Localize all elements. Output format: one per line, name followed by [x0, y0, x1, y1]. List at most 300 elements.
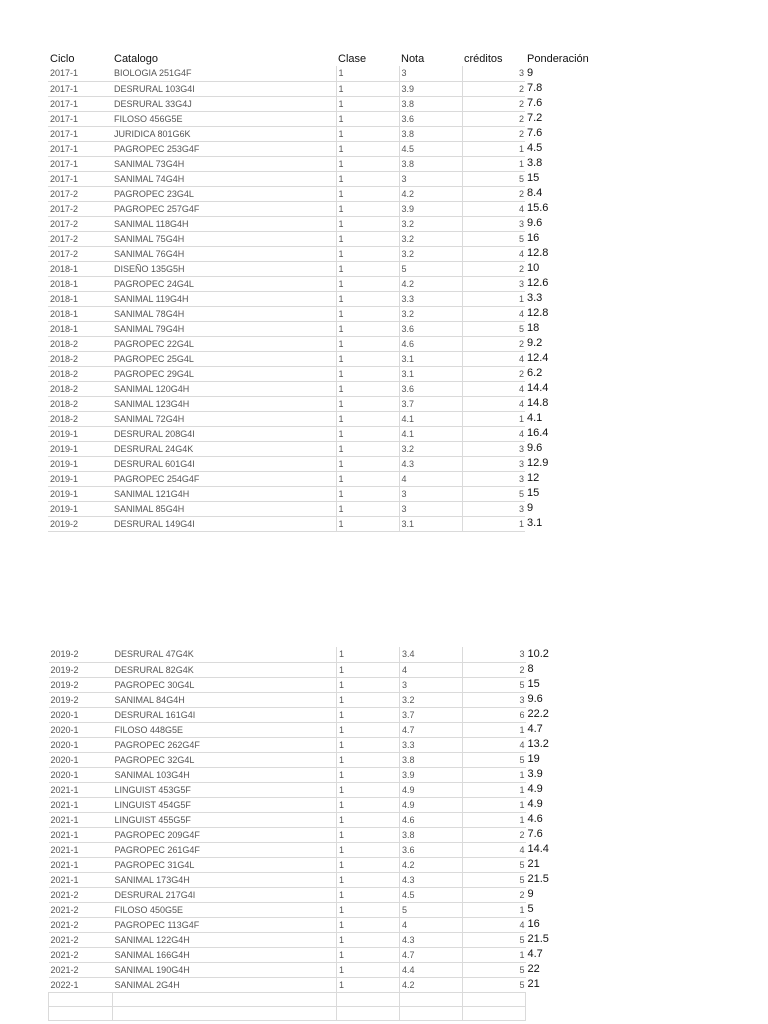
- table-row: [48, 201, 615, 216]
- nota-cell: 3.9: [399, 81, 462, 96]
- ponderacion-cell: 15: [527, 487, 540, 499]
- nota-cell: 3.2: [400, 692, 463, 707]
- table-row: [48, 216, 615, 231]
- ponderacion-cell: 10: [527, 262, 540, 274]
- catalogo-cell: SANIMAL 73G4H: [112, 156, 336, 171]
- table-row: [49, 902, 616, 917]
- ponderacion-cell: 14.4: [527, 843, 549, 855]
- creditos-cell: 5: [462, 321, 525, 336]
- clase-cell: 1: [337, 812, 400, 827]
- ponderacion-cell: 3.3: [527, 292, 543, 304]
- nota-cell: 4.3: [400, 932, 463, 947]
- catalogo-cell: FILOSO 448G5E: [113, 722, 337, 737]
- nota-cell: 4.9: [400, 782, 463, 797]
- nota-cell: 3: [399, 486, 462, 501]
- ciclo-cell: 2021-2: [49, 887, 113, 902]
- ponderacion-cell: 4.1: [527, 412, 543, 424]
- catalogo-cell: SANIMAL 118G4H: [112, 216, 336, 231]
- creditos-cell: 1: [462, 411, 525, 426]
- nota-cell: 3.7: [400, 707, 463, 722]
- empty-cell: [526, 992, 616, 1006]
- header-creditos: créditos: [464, 53, 503, 65]
- clase-cell: 1: [336, 291, 399, 306]
- ponderacion-cell: 7.2: [527, 112, 543, 124]
- nota-cell: 4.3: [400, 872, 463, 887]
- creditos-cell: 4: [462, 351, 525, 366]
- nota-cell: 4: [400, 917, 463, 932]
- ponderacion-cell: 3.1: [527, 517, 543, 529]
- ciclo-cell: 2018-1: [48, 321, 112, 336]
- clase-cell: 1: [336, 471, 399, 486]
- ciclo-cell: 2019-1: [48, 486, 112, 501]
- nota-cell: 3.8: [400, 827, 463, 842]
- ciclo-cell: 2020-1: [49, 722, 113, 737]
- clase-cell: 1: [337, 842, 400, 857]
- nota-cell: 4.3: [399, 456, 462, 471]
- creditos-cell: 4: [462, 201, 525, 216]
- header-ponderacion: Ponderación: [527, 53, 589, 65]
- clase-cell: 1: [336, 201, 399, 216]
- ponderacion-cell: 21.5: [527, 873, 549, 885]
- ciclo-cell: 2020-1: [49, 752, 113, 767]
- nota-cell: 3.8: [399, 126, 462, 141]
- empty-row: [49, 992, 616, 1006]
- ponderacion-cell: 4.7: [527, 723, 543, 735]
- table-row: [49, 887, 616, 902]
- catalogo-cell: DESRURAL 601G4I: [112, 456, 336, 471]
- nota-cell: 4.7: [400, 947, 463, 962]
- creditos-cell: 2: [463, 827, 526, 842]
- clase-cell: 1: [336, 306, 399, 321]
- table-row: [48, 381, 615, 396]
- clase-cell: 1: [337, 767, 400, 782]
- table-row: [48, 456, 615, 471]
- nota-cell: 3.8: [400, 752, 463, 767]
- header-clase: Clase: [338, 53, 367, 65]
- ponderacion-cell: 12.8: [527, 307, 549, 319]
- ponderacion-cell: 12.4: [527, 352, 549, 364]
- clase-cell: 1: [337, 752, 400, 767]
- table-row: [49, 947, 616, 962]
- ciclo-cell: 2017-2: [48, 201, 112, 216]
- nota-cell: 4.2: [399, 276, 462, 291]
- ciclo-cell: 2021-1: [49, 827, 113, 842]
- clase-cell: 1: [337, 902, 400, 917]
- ciclo-cell: 2017-1: [48, 171, 112, 186]
- ponderacion-cell: 9: [527, 502, 534, 514]
- nota-cell: 4.5: [400, 887, 463, 902]
- creditos-cell: 5: [463, 752, 526, 767]
- clase-cell: 1: [336, 456, 399, 471]
- catalogo-cell: DESRURAL 103G4I: [112, 81, 336, 96]
- ciclo-cell: 2020-1: [49, 707, 113, 722]
- ponderacion-cell: 9.2: [527, 337, 543, 349]
- nota-cell: 3.2: [399, 441, 462, 456]
- nota-cell: 3.2: [399, 246, 462, 261]
- ciclo-cell: 2018-2: [48, 396, 112, 411]
- clase-cell: 1: [337, 737, 400, 752]
- table-row: [49, 782, 616, 797]
- ciclo-cell: 2018-2: [48, 381, 112, 396]
- nota-cell: 4.9: [400, 797, 463, 812]
- catalogo-cell: SANIMAL 166G4H: [113, 947, 337, 962]
- catalogo-cell: PAGROPEC 113G4F: [113, 917, 337, 932]
- ponderacion-cell: 8.4: [527, 187, 543, 199]
- empty-cell: [49, 1006, 113, 1020]
- ponderacion-cell: 18: [527, 322, 540, 334]
- catalogo-cell: PAGROPEC 257G4F: [112, 201, 336, 216]
- creditos-cell: 3: [462, 441, 525, 456]
- empty-row: [49, 1006, 616, 1020]
- ciclo-cell: 2021-2: [49, 902, 113, 917]
- table-row: [48, 291, 615, 306]
- ponderacion-cell: 3.8: [527, 157, 543, 169]
- creditos-cell: 1: [462, 291, 525, 306]
- table-row: [49, 677, 616, 692]
- nota-cell: 4.7: [400, 722, 463, 737]
- clase-cell: 1: [336, 66, 399, 81]
- catalogo-cell: PAGROPEC 209G4F: [113, 827, 337, 842]
- nota-cell: 4.2: [399, 186, 462, 201]
- ciclo-cell: 2018-2: [48, 351, 112, 366]
- ponderacion-cell: 6.2: [527, 367, 543, 379]
- ciclo-cell: 2020-1: [49, 767, 113, 782]
- table-row: [48, 81, 615, 96]
- table-row: [49, 647, 616, 662]
- ciclo-cell: 2019-2: [49, 677, 113, 692]
- nota-cell: 4: [400, 662, 463, 677]
- creditos-cell: 4: [462, 246, 525, 261]
- ponderacion-cell: 9: [527, 888, 534, 900]
- ciclo-cell: 2021-1: [49, 857, 113, 872]
- catalogo-cell: DESRURAL 208G4I: [112, 426, 336, 441]
- catalogo-cell: PAGROPEC 25G4L: [112, 351, 336, 366]
- ciclo-cell: 2017-2: [48, 231, 112, 246]
- creditos-cell: 3: [462, 471, 525, 486]
- ciclo-cell: 2020-1: [49, 737, 113, 752]
- grades-table-page-2: [48, 647, 616, 1021]
- clase-cell: 1: [336, 141, 399, 156]
- ponderacion-cell: 4.9: [527, 798, 543, 810]
- creditos-cell: 2: [462, 126, 525, 141]
- creditos-cell: 6: [463, 707, 526, 722]
- catalogo-cell: JURIDICA 801G6K: [112, 126, 336, 141]
- clase-cell: 1: [336, 261, 399, 276]
- creditos-cell: 1: [462, 156, 525, 171]
- table-row: [49, 962, 616, 977]
- creditos-cell: 5: [462, 231, 525, 246]
- ponderacion-cell: 19: [527, 753, 540, 765]
- catalogo-cell: SANIMAL 2G4H: [113, 977, 337, 992]
- table-row: [48, 411, 615, 426]
- creditos-cell: 4: [463, 842, 526, 857]
- ponderacion-cell: 12.8: [527, 247, 549, 259]
- table-row: [49, 692, 616, 707]
- table-row: [49, 722, 616, 737]
- ponderacion-cell: 21: [527, 978, 540, 990]
- ciclo-cell: 2021-2: [49, 947, 113, 962]
- creditos-cell: 2: [462, 336, 525, 351]
- creditos-cell: 1: [463, 767, 526, 782]
- catalogo-cell: DESRURAL 149G4I: [112, 516, 336, 531]
- nota-cell: 4.4: [400, 962, 463, 977]
- catalogo-cell: LINGUIST 455G5F: [113, 812, 337, 827]
- table-body: [49, 647, 616, 1020]
- nota-cell: 3.6: [399, 321, 462, 336]
- clase-cell: 1: [336, 171, 399, 186]
- nota-cell: 4.1: [399, 411, 462, 426]
- ciclo-cell: 2018-2: [48, 366, 112, 381]
- header-catalogo: Catalogo: [114, 53, 159, 65]
- creditos-cell: 4: [462, 381, 525, 396]
- empty-cell: [113, 992, 337, 1006]
- ponderacion-cell: 7.8: [527, 82, 543, 94]
- clase-cell: 1: [336, 111, 399, 126]
- creditos-cell: 1: [462, 141, 525, 156]
- nota-cell: 3.2: [399, 306, 462, 321]
- empty-cell: [400, 1006, 463, 1020]
- catalogo-cell: LINGUIST 453G5F: [113, 782, 337, 797]
- nota-cell: 3.8: [399, 96, 462, 111]
- ciclo-cell: 2017-1: [48, 111, 112, 126]
- creditos-cell: 1: [463, 797, 526, 812]
- table-row: [49, 767, 616, 782]
- nota-cell: 4: [399, 471, 462, 486]
- clase-cell: 1: [337, 677, 400, 692]
- header-nota: Nota: [401, 53, 425, 65]
- catalogo-cell: SANIMAL 123G4H: [112, 396, 336, 411]
- nota-cell: 3: [399, 171, 462, 186]
- nota-cell: 3.1: [399, 516, 462, 531]
- clase-cell: 1: [336, 216, 399, 231]
- ponderacion-cell: 7.6: [527, 127, 543, 139]
- ponderacion-cell: 12.9: [527, 457, 549, 469]
- ponderacion-cell: 9: [527, 67, 534, 79]
- clase-cell: 1: [337, 722, 400, 737]
- nota-cell: 4.1: [399, 426, 462, 441]
- empty-cell: [337, 1006, 400, 1020]
- ponderacion-cell: 16.4: [527, 427, 549, 439]
- table-row: [49, 842, 616, 857]
- creditos-cell: 4: [463, 737, 526, 752]
- table-row: [48, 231, 615, 246]
- clase-cell: 1: [336, 156, 399, 171]
- ciclo-cell: 2019-2: [48, 516, 112, 531]
- creditos-cell: 2: [463, 887, 526, 902]
- creditos-cell: 2: [462, 81, 525, 96]
- nota-cell: 3.9: [399, 201, 462, 216]
- table-row: [49, 872, 616, 887]
- ciclo-cell: 2021-2: [49, 932, 113, 947]
- clase-cell: 1: [337, 917, 400, 932]
- ciclo-cell: 2019-2: [49, 692, 113, 707]
- catalogo-cell: PAGROPEC 23G4L: [112, 186, 336, 201]
- ponderacion-cell: 16: [527, 232, 540, 244]
- catalogo-cell: PAGROPEC 253G4F: [112, 141, 336, 156]
- catalogo-cell: DISEÑO 135G5H: [112, 261, 336, 276]
- catalogo-cell: SANIMAL 85G4H: [112, 501, 336, 516]
- table-row: [49, 827, 616, 842]
- ciclo-cell: 2017-1: [48, 126, 112, 141]
- catalogo-cell: SANIMAL 72G4H: [112, 411, 336, 426]
- clase-cell: 1: [337, 887, 400, 902]
- ciclo-cell: 2018-1: [48, 291, 112, 306]
- ponderacion-cell: 7.6: [527, 97, 543, 109]
- ciclo-cell: 2017-2: [48, 216, 112, 231]
- ciclo-cell: 2021-2: [49, 917, 113, 932]
- table-row: [48, 246, 615, 261]
- table-row: [48, 516, 615, 531]
- catalogo-cell: SANIMAL 122G4H: [113, 932, 337, 947]
- table-row: [48, 141, 615, 156]
- ciclo-cell: 2019-1: [48, 471, 112, 486]
- creditos-cell: 3: [462, 66, 525, 81]
- ponderacion-cell: 14.8: [527, 397, 549, 409]
- ponderacion-cell: 9.6: [527, 693, 543, 705]
- nota-cell: 3.7: [399, 396, 462, 411]
- nota-cell: 3.9: [400, 767, 463, 782]
- table-row: [49, 932, 616, 947]
- table-row: [48, 486, 615, 501]
- ponderacion-cell: 4.9: [527, 783, 543, 795]
- catalogo-cell: SANIMAL 75G4H: [112, 231, 336, 246]
- catalogo-cell: FILOSO 450G5E: [113, 902, 337, 917]
- table-row: [48, 501, 615, 516]
- ponderacion-cell: 7.6: [527, 828, 543, 840]
- catalogo-cell: DESRURAL 82G4K: [113, 662, 337, 677]
- ponderacion-cell: 4.6: [527, 813, 543, 825]
- clase-cell: 1: [337, 827, 400, 842]
- catalogo-cell: SANIMAL 190G4H: [113, 962, 337, 977]
- nota-cell: 3.3: [399, 291, 462, 306]
- ciclo-cell: 2021-1: [49, 797, 113, 812]
- nota-cell: 3.6: [399, 381, 462, 396]
- creditos-cell: 5: [463, 872, 526, 887]
- ciclo-cell: 2017-2: [48, 246, 112, 261]
- catalogo-cell: DESRURAL 24G4K: [112, 441, 336, 456]
- catalogo-cell: DESRURAL 161G4I: [113, 707, 337, 722]
- catalogo-cell: DESRURAL 47G4K: [113, 647, 337, 662]
- table-row: [49, 812, 616, 827]
- ciclo-cell: 2021-1: [49, 842, 113, 857]
- ciclo-cell: 2021-1: [49, 872, 113, 887]
- ciclo-cell: 2018-1: [48, 306, 112, 321]
- ciclo-cell: 2018-2: [48, 336, 112, 351]
- clase-cell: 1: [336, 426, 399, 441]
- empty-cell: [337, 992, 400, 1006]
- nota-cell: 5: [399, 261, 462, 276]
- ciclo-cell: 2018-1: [48, 261, 112, 276]
- grades-table-page-1: [48, 52, 615, 532]
- nota-cell: 3.2: [399, 231, 462, 246]
- table-row: [49, 797, 616, 812]
- catalogo-cell: PAGROPEC 262G4F: [113, 737, 337, 752]
- nota-cell: 3: [399, 66, 462, 81]
- ciclo-cell: 2019-2: [49, 662, 113, 677]
- catalogo-cell: SANIMAL 121G4H: [112, 486, 336, 501]
- catalogo-cell: PAGROPEC 22G4L: [112, 336, 336, 351]
- clase-cell: 1: [336, 486, 399, 501]
- creditos-cell: 1: [463, 947, 526, 962]
- nota-cell: 3.1: [399, 351, 462, 366]
- empty-cell: [49, 992, 113, 1006]
- creditos-cell: 5: [462, 486, 525, 501]
- ciclo-cell: 2018-1: [48, 276, 112, 291]
- creditos-cell: 1: [463, 722, 526, 737]
- ponderacion-cell: 12.6: [527, 277, 549, 289]
- table-row: [49, 977, 616, 992]
- ponderacion-cell: 5: [527, 903, 534, 915]
- clase-cell: 1: [337, 797, 400, 812]
- table-row: [48, 186, 615, 201]
- ciclo-cell: 2018-2: [48, 411, 112, 426]
- nota-cell: 3.3: [400, 737, 463, 752]
- catalogo-cell: PAGROPEC 32G4L: [113, 752, 337, 767]
- empty-cell: [463, 1006, 526, 1020]
- ciclo-cell: 2019-1: [48, 426, 112, 441]
- table-row: [48, 306, 615, 321]
- clase-cell: 1: [336, 441, 399, 456]
- ponderacion-cell: 13.2: [527, 738, 549, 750]
- clase-cell: 1: [337, 692, 400, 707]
- creditos-cell: 5: [463, 677, 526, 692]
- catalogo-cell: PAGROPEC 29G4L: [112, 366, 336, 381]
- ciclo-cell: 2017-2: [48, 186, 112, 201]
- clase-cell: 1: [337, 977, 400, 992]
- table-row: [48, 351, 615, 366]
- ciclo-cell: 2019-1: [48, 456, 112, 471]
- catalogo-cell: FILOSO 456G5E: [112, 111, 336, 126]
- table-body: [48, 66, 615, 531]
- ponderacion-cell: 22: [527, 963, 540, 975]
- table-row: [48, 261, 615, 276]
- nota-cell: 3.8: [399, 156, 462, 171]
- clase-cell: 1: [337, 932, 400, 947]
- empty-cell: [113, 1006, 337, 1020]
- catalogo-cell: SANIMAL 84G4H: [113, 692, 337, 707]
- creditos-cell: 3: [463, 647, 526, 662]
- table-row: [48, 426, 615, 441]
- catalogo-cell: DESRURAL 217G4I: [113, 887, 337, 902]
- nota-cell: 3.6: [399, 111, 462, 126]
- table-row: [49, 737, 616, 752]
- ponderacion-cell: 21: [527, 858, 540, 870]
- creditos-cell: 2: [462, 186, 525, 201]
- table-row: [48, 156, 615, 171]
- catalogo-cell: BIOLOGIA 251G4F: [112, 66, 336, 81]
- ponderacion-cell: 4.5: [527, 142, 543, 154]
- ponderacion-cell: 9.6: [527, 217, 543, 229]
- clase-cell: 1: [336, 516, 399, 531]
- creditos-cell: 4: [462, 426, 525, 441]
- nota-cell: 3: [399, 501, 462, 516]
- clase-cell: 1: [336, 336, 399, 351]
- ponderacion-cell: 14.4: [527, 382, 549, 394]
- catalogo-cell: SANIMAL 119G4H: [112, 291, 336, 306]
- catalogo-cell: SANIMAL 120G4H: [112, 381, 336, 396]
- creditos-cell: 1: [463, 812, 526, 827]
- catalogo-cell: LINGUIST 454G5F: [113, 797, 337, 812]
- table-row: [48, 171, 615, 186]
- ciclo-cell: 2021-1: [49, 812, 113, 827]
- clase-cell: 1: [336, 501, 399, 516]
- clase-cell: 1: [336, 411, 399, 426]
- ciclo-cell: 2022-1: [49, 977, 113, 992]
- creditos-cell: 5: [463, 977, 526, 992]
- clase-cell: 1: [337, 872, 400, 887]
- empty-cell: [400, 992, 463, 1006]
- clase-cell: 1: [337, 707, 400, 722]
